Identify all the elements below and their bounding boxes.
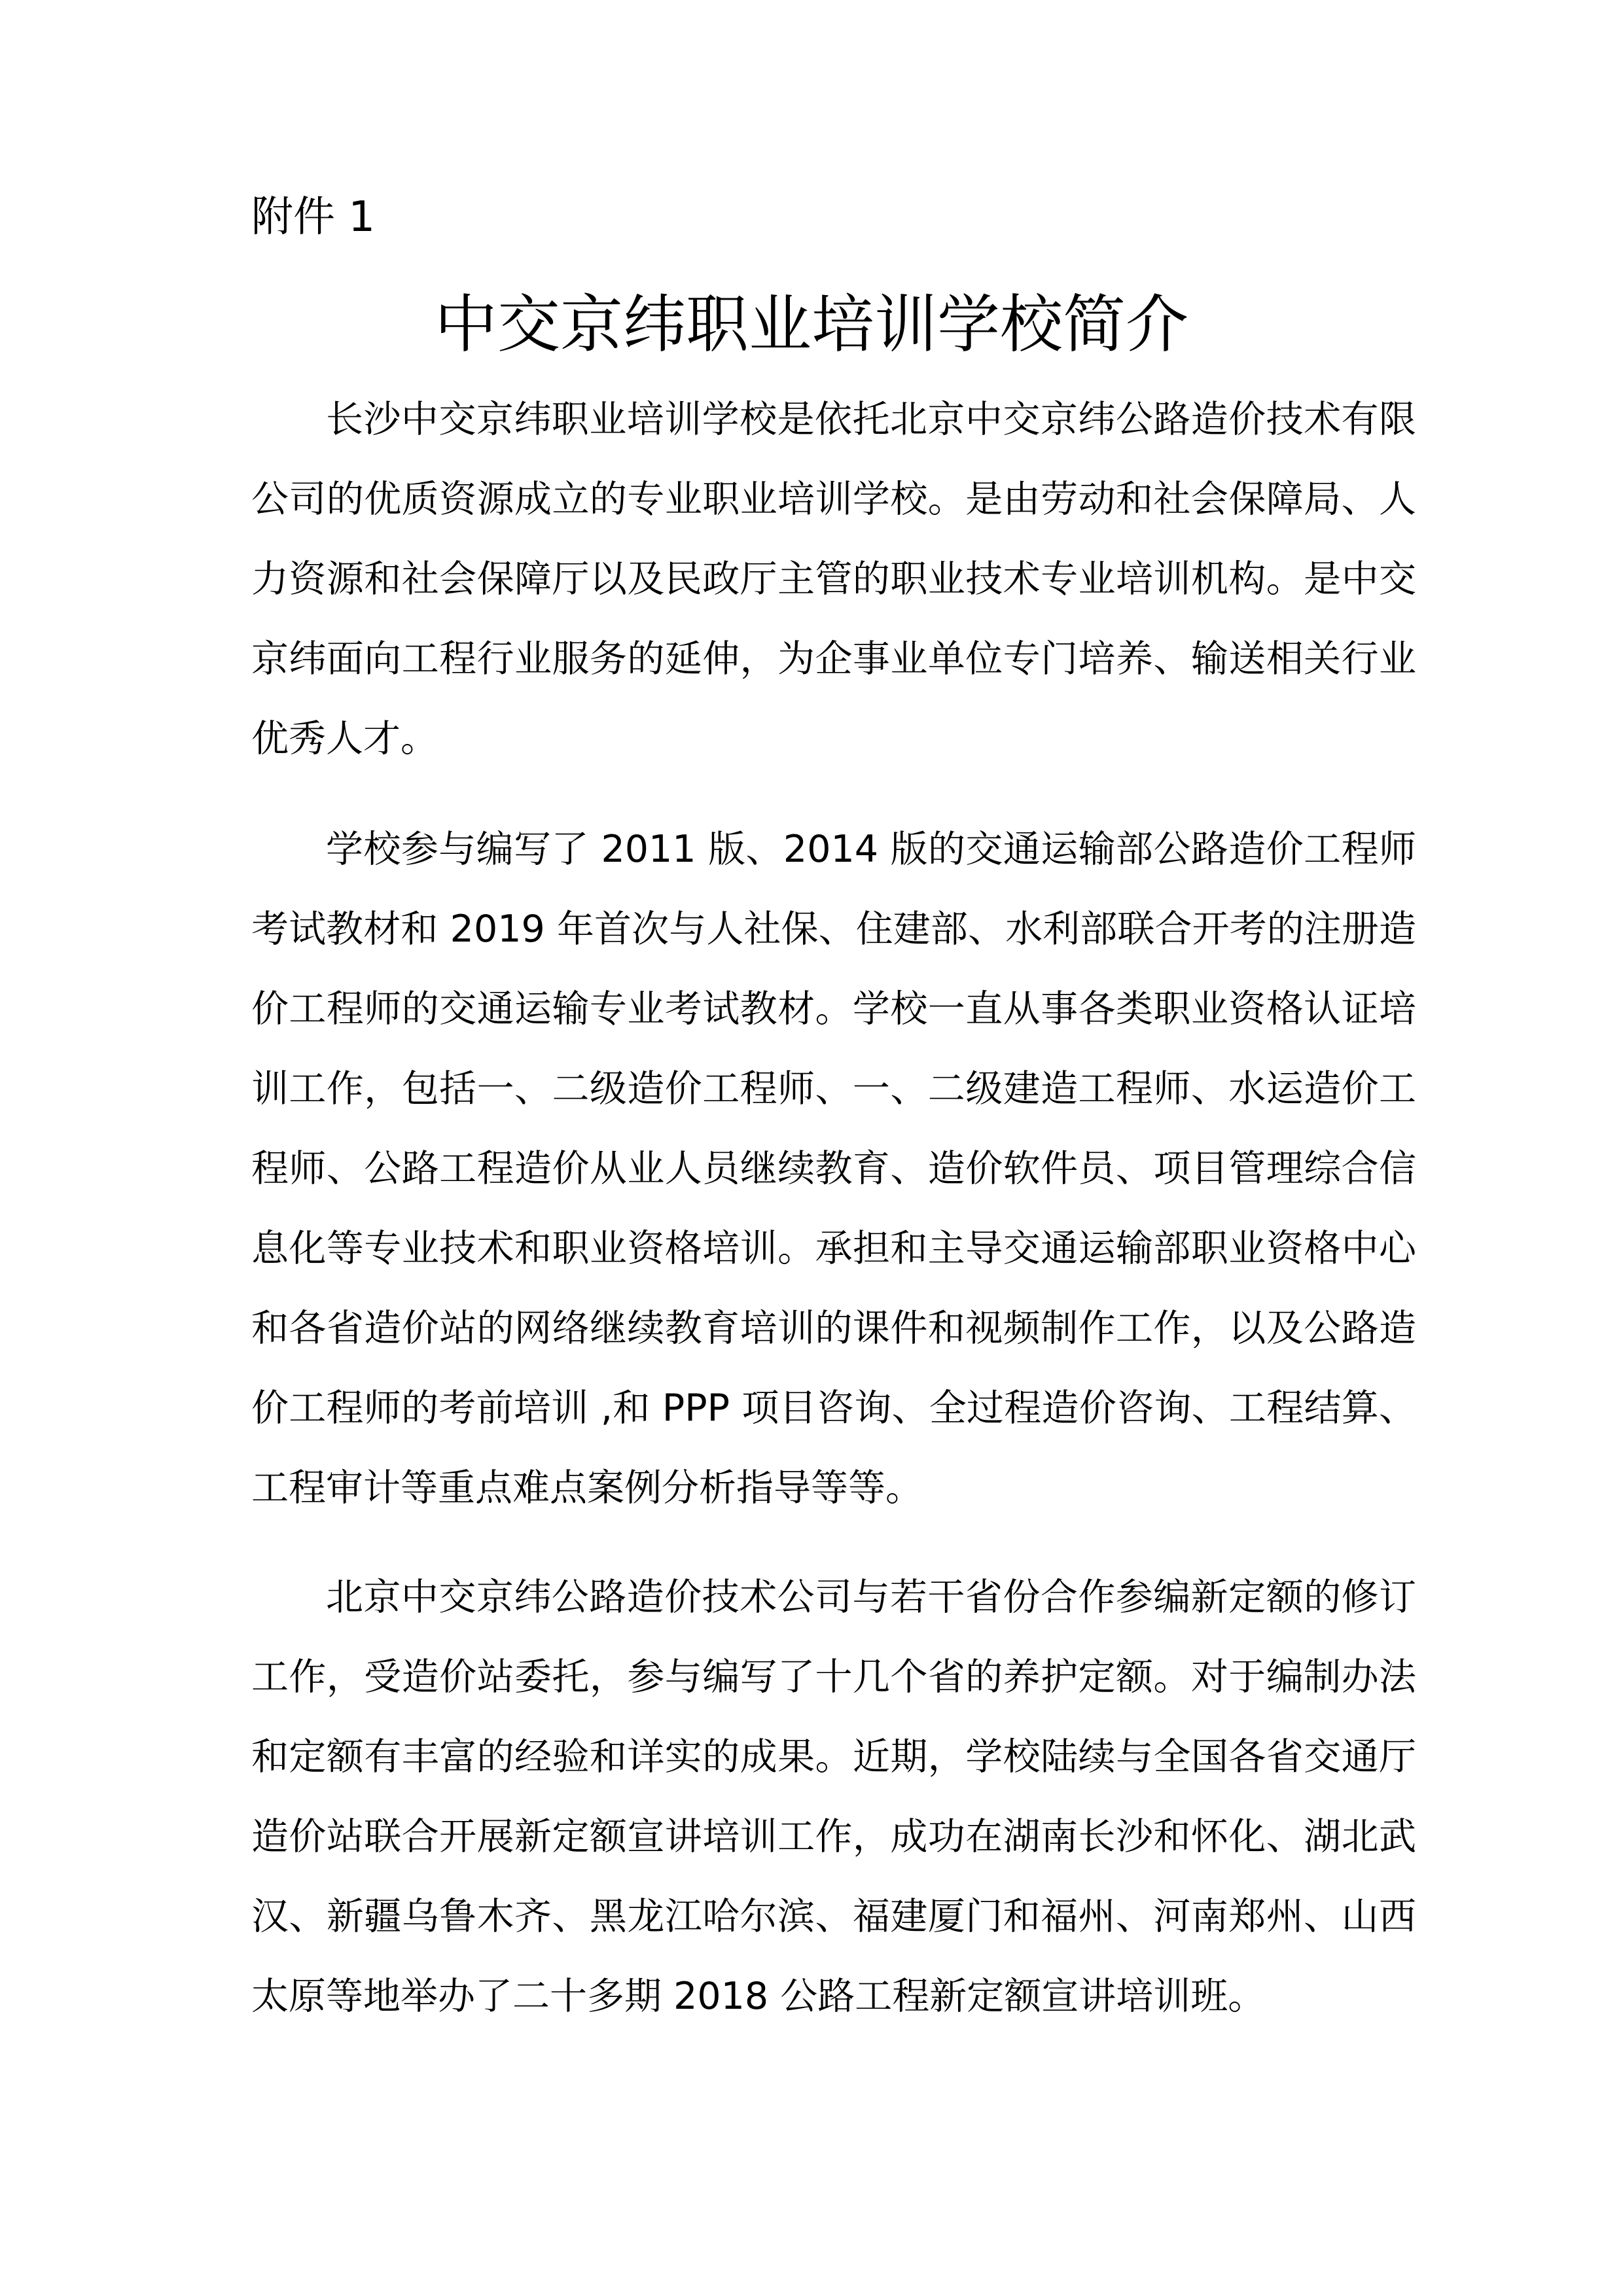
paragraph-training: 学校参与编写了 2011 版、2014 版的交通运输部公路造价工程师考试教材和 2019 年首次与人社保、住建部、水利部联合开考的注册造价工程师的交通运输专业考试教材。学校一直从事各类职业资格认证培训工作，包括一、二级造价工程师、一、二级建造工程师、水运造价工程师、公路工程造价从业人员继续教育、造价软件员、项目管理综合信息化等专业技术和职业资格培训。承担和主导交通运输部职业资格中心和各省造价站的网络继续教育培训的课件和视频制作工作，以及公路造价工程师的考前培训 ,和 PPP 项目咨询、全过程造价咨询、工程结算、工程审计等重点难点案例分析指导等等。 — [251, 828, 1416, 1510]
paragraph-cooperation: 北京中交京纬公路造价技术公司与若干省份合作参编新定额的修订工作，受造价站委托，参与编写了十几个省的养护定额。对于编制办法和定额有丰富的经验和详实的成果。近期，学校陆续与全国各省交通厅造价站联合开展新定额宣讲培训工作，成功在湖南长沙和怀化、湖北武汉、新疆乌鲁木齐、黑龙江哈尔滨、福建厦门和福州、河南郑州、山西太原等地举办了二十多期 2018 公路工程新定额宣讲培训班。 — [251, 1576, 1416, 2018]
paragraph-intro: 长沙中交京纬职业培训学校是依托北京中交京纬公路造价技术有限公司的优质资源成立的专业职业培训学校。是由劳动和社会保障局、人力资源和社会保障厅以及民政厅主管的职业技术专业培训机构。是中交京纬面向工程行业服务的延伸，为企事业单位专门培养、输送相关行业优秀人才。 — [251, 398, 1416, 760]
document-title: 中交京纬职业培训学校简介 — [435, 288, 1188, 361]
attachment-label: 附件 1 — [251, 193, 376, 241]
